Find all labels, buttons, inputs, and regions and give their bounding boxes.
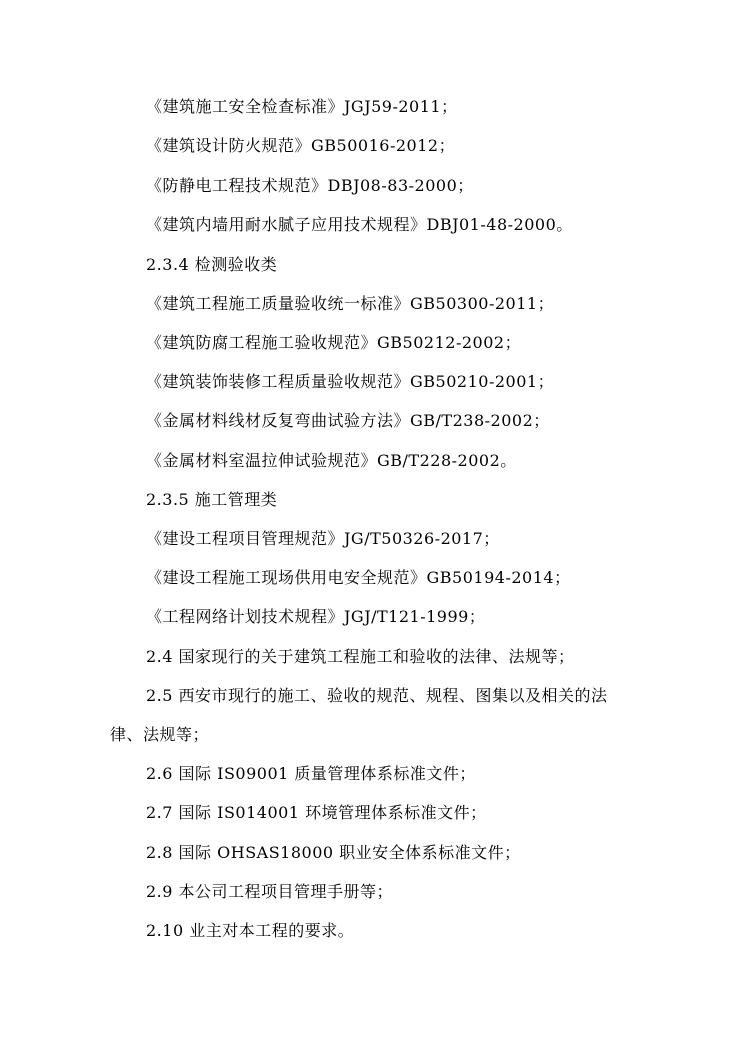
standard-item: 《金属材料室温拉伸试验规范》GB/T228-2002。: [146, 451, 517, 470]
standard-item: 《建设工程施工现场供用电安全规范》GB50194-2014；: [146, 568, 571, 587]
paragraph: 2.9 本公司工程项目管理手册等；: [146, 882, 394, 901]
standard-item: 《建筑工程施工质量验收统一标准》GB50300-2011；: [146, 294, 555, 313]
standard-item: 《工程网络计划技术规程》JGJ/T121-1999；: [146, 607, 486, 626]
paragraph: 2.8 国际 OHSAS18000 职业安全体系标准文件；: [146, 843, 521, 862]
standard-item: 《建筑防腐工程施工验收规范》GB50212-2002；: [146, 333, 522, 352]
paragraph: 2.4 国家现行的关于建筑工程施工和验收的法律、法规等；: [146, 647, 575, 666]
paragraph: 2.10 业主对本工程的要求。: [146, 921, 355, 940]
standard-item: 《建筑内墙用耐水腻子应用技术规程》DBJ01-48-2000。: [146, 215, 573, 234]
section-heading: 2.3.4 检测验收类: [146, 255, 278, 274]
standard-item: 《金属材料线材反复弯曲试验方法》GB/T238-2002；: [146, 411, 550, 430]
standard-item: 《建设工程项目管理规范》JG/T50326-2017；: [146, 529, 500, 548]
paragraph: 2.5 西安市现行的施工、验收的规范、规程、图集以及相关的法: [146, 686, 608, 705]
paragraph: 2.6 国际 IS09001 质量管理体系标准文件；: [146, 764, 476, 783]
paragraph: 2.7 国际 IS014001 环境管理体系标准文件；: [146, 803, 487, 822]
standard-item: 《建筑设计防火规范》GB50016-2012；: [146, 136, 456, 155]
standard-item: 《建筑装饰装修工程质量验收规范》GB50210-2001；: [146, 372, 555, 391]
standard-item: 《建筑施工安全检查标准》JGJ59-2011；: [146, 97, 458, 116]
paragraph-continuation: 律、法规等；: [110, 725, 210, 744]
section-heading: 2.3.5 施工管理类: [146, 490, 278, 509]
standard-item: 《防静电工程技术规范》DBJ08-83-2000；: [146, 176, 474, 195]
